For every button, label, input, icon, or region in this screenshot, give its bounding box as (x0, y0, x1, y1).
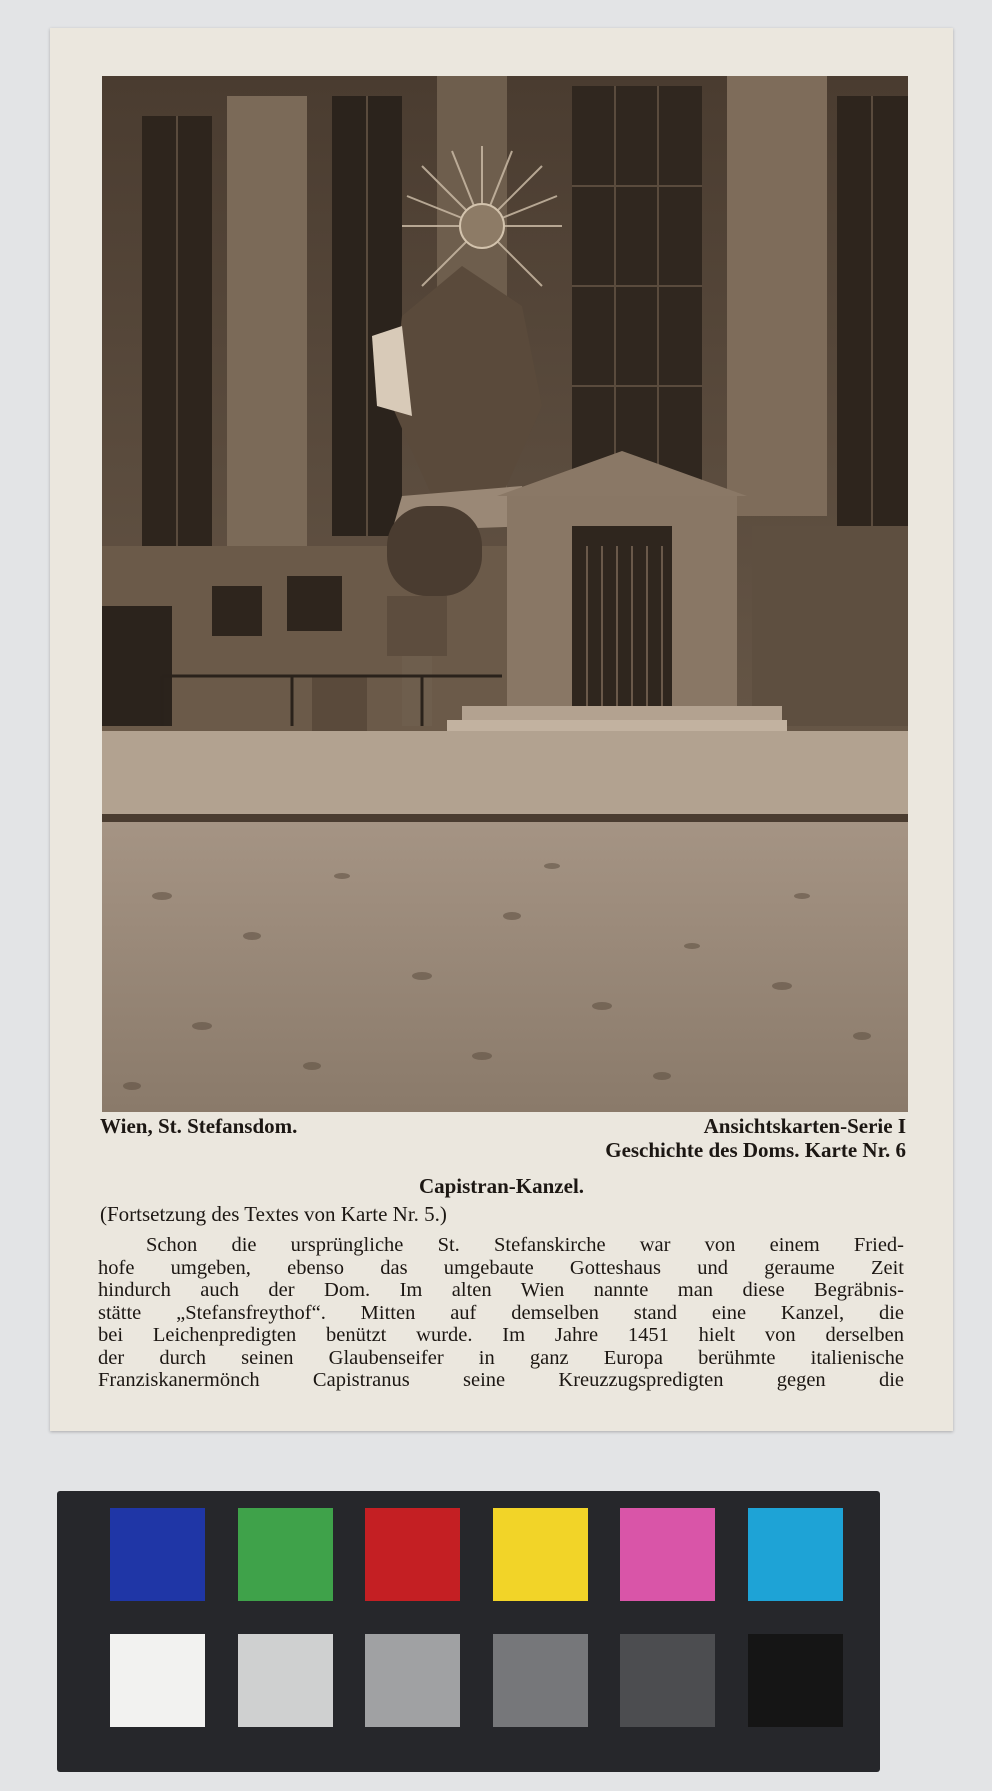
series-line-1: Ansichtskarten-Serie I (703, 1114, 906, 1138)
color-patch (493, 1508, 588, 1601)
color-patch (620, 1508, 715, 1601)
color-patch (748, 1508, 843, 1601)
body-text (98, 1234, 904, 1392)
body-line: hindurch auch der Dom. Im alten Wien nannte man diese Begräbnis- (98, 1279, 904, 1301)
caption-series (605, 1114, 906, 1162)
series-line-2: Geschichte des Doms. Karte Nr. 6 (605, 1138, 906, 1162)
postcard (50, 28, 953, 1431)
body-line: stätte „Stefansfreythof“. Mitten auf demselben stand eine Kanzel, die (98, 1301, 904, 1324)
color-patch (365, 1634, 460, 1727)
color-patch (493, 1634, 588, 1727)
color-patch (238, 1508, 333, 1601)
color-patch (110, 1508, 205, 1601)
color-checker (57, 1491, 880, 1772)
color-patch (748, 1634, 843, 1727)
text-continuation: (Fortsetzung des Textes von Karte Nr. 5.) (100, 1202, 447, 1226)
caption-location: Wien, St. Stefansdom. (100, 1114, 298, 1138)
body-line: der durch seinen Glaubenseifer in ganz Europa berühmte italienische (98, 1346, 904, 1369)
color-patch (365, 1508, 460, 1601)
body-line: Franziskanermönch Capistranus seine Kreuzzugspredigten gegen die (98, 1369, 904, 1391)
body-line: bei Leichenpredigten benützt wurde. Im Jahre 1451 hielt von derselben (98, 1324, 904, 1346)
color-patch (238, 1634, 333, 1727)
cathedral-photo (102, 76, 908, 1112)
text-title: Capistran-Kanzel. (418, 1174, 585, 1198)
body-line: hofe umgeben, ebenso das umgebaute Gotteshaus und geraume Zeit (98, 1256, 904, 1279)
body-line: Schon die ursprüngliche St. Stefanskirche war von einem Fried- (146, 1234, 904, 1256)
color-patch (110, 1634, 205, 1727)
color-patch (620, 1634, 715, 1727)
